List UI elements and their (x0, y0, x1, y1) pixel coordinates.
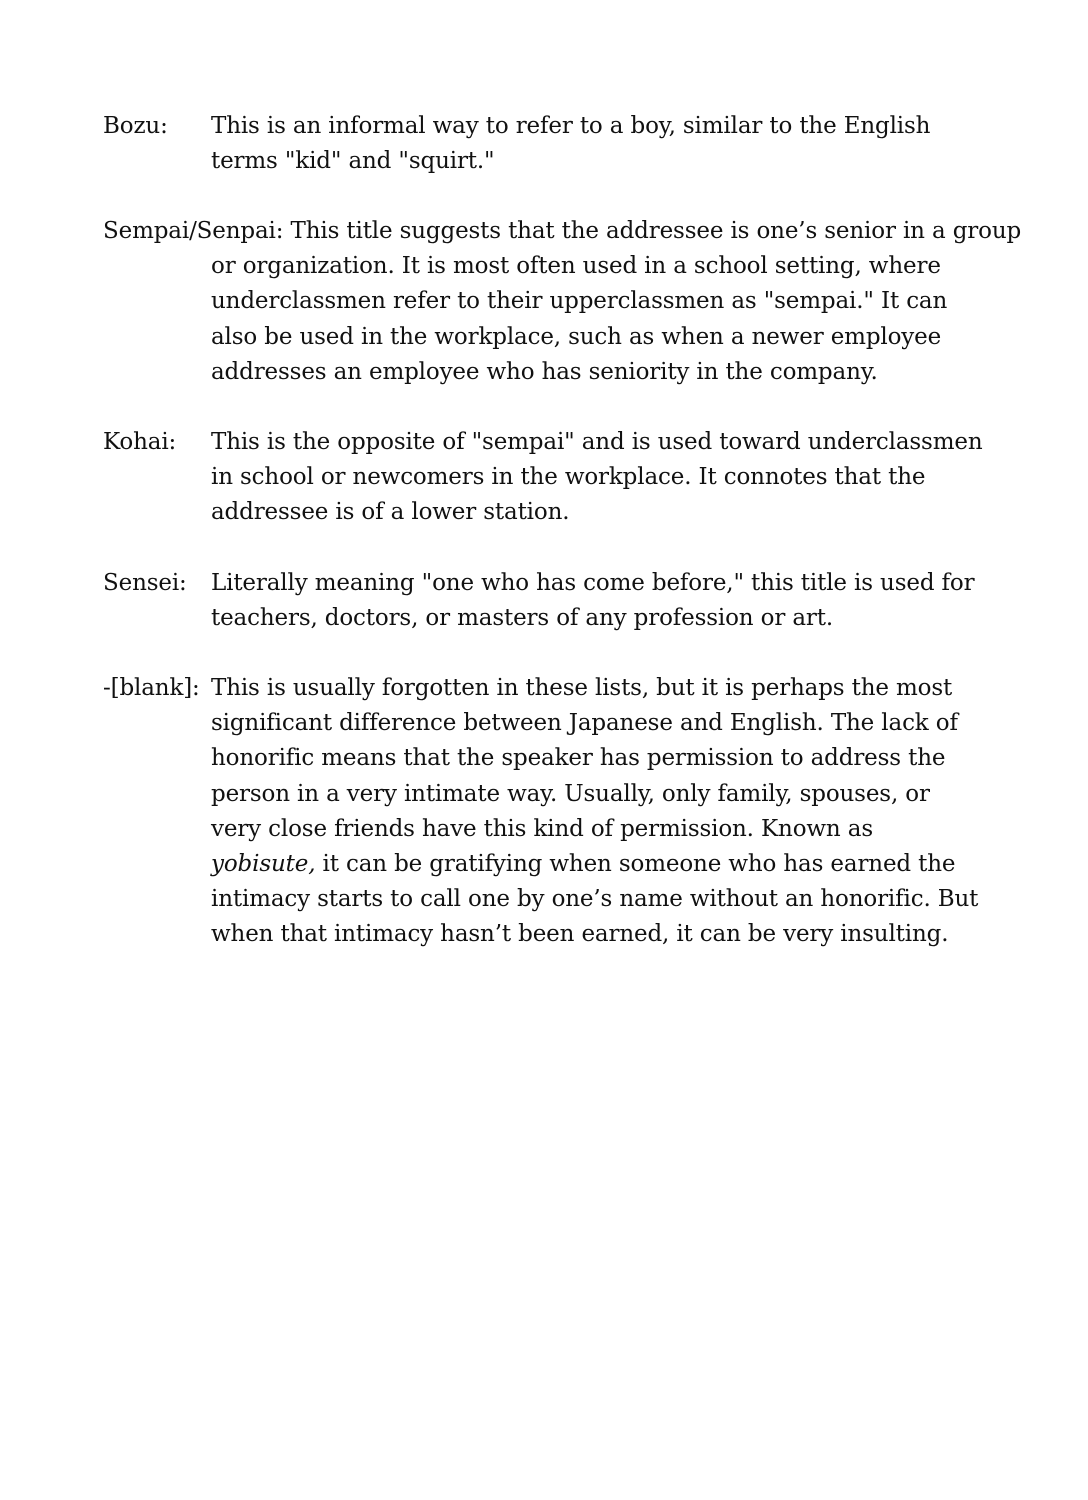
entry-kohai (103, 425, 983, 531)
term-definition (211, 671, 983, 953)
entry-bozu (103, 109, 983, 179)
term-label: Sempai/Senpai: (103, 218, 284, 244)
term-definition-first-line: This title suggests that the addressee is one’s senior in a group (290, 218, 1022, 244)
term-definition: or organization. It is most often used in a school setting, where underclassmen refer to their upperclassmen as "sempai." It can also be used in the workplace, such as when a newer employee addresses an employee who has seniority in the company. (211, 253, 948, 385)
definition-part-1: This is usually forgotten in these lists, but it is perhaps the most significant difference between Japanese and English. The lack of honorific means that the speaker has permission to address the person in a very intimate way. Usually, only family, spouses, or very close friends have this kind of permission. Known as (211, 675, 958, 842)
term-definition: Literally meaning "one who has come before," this title is used for teachers, doctors, or masters of any profession or art. (211, 570, 975, 632)
term-label: Bozu: (103, 113, 168, 139)
entry-sempai (103, 214, 1022, 390)
entry-blank (103, 671, 983, 953)
entry-first-line (103, 214, 1022, 249)
term-definition: This is an informal way to refer to a boy, similar to the English terms "kid" and "squirt." (211, 113, 931, 175)
term-label: Kohai: (103, 429, 177, 455)
term-label: Sensei: (103, 570, 187, 596)
entry-sensei (103, 566, 983, 636)
term-definition: This is the opposite of "sempai" and is used toward underclassmen in school or newcomers in the workplace. It connotes that the addressee is of a lower station. (211, 429, 983, 526)
term-label: -[blank]: (103, 675, 200, 701)
definition-part-2: it can be gratifying when someone who has earned the intimacy starts to call one by one’s name without an honorific. But when that intimacy hasn’t been earned, it can be very insulting. (211, 851, 979, 948)
italic-term-yobisute: yobisute, (211, 851, 316, 878)
